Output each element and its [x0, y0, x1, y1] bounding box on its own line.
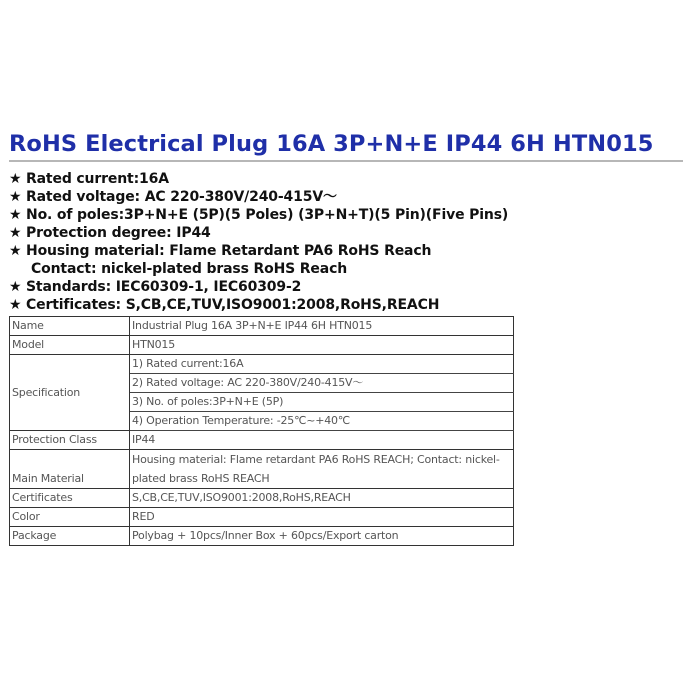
- row-value: Polybag + 10pcs/Inner Box + 60pcs/Export carton: [130, 527, 514, 546]
- table-row: [10, 317, 514, 336]
- row-value: Housing material: Flame retardant PA6 RoHS REACH; Contact: nickel-plated brass RoHS REACH: [130, 450, 514, 489]
- star-icon: ★: [9, 171, 22, 187]
- feature-text: Certificates: S,CB,CE,TUV,ISO9001:2008,RoHS,REACH: [26, 297, 440, 313]
- feature-list: [9, 170, 679, 314]
- table-row: [10, 508, 514, 527]
- row-label: Protection Class: [10, 431, 130, 450]
- title-divider: [9, 160, 683, 162]
- spec-item: 3) No. of poles:3P+N+E (5P): [130, 393, 514, 412]
- feature-protection-degree: [9, 224, 679, 242]
- table-row: [10, 355, 514, 374]
- feature-text: Protection degree: IP44: [26, 225, 211, 241]
- row-value: Industrial Plug 16A 3P+N+E IP44 6H HTN015: [130, 317, 514, 336]
- table-row: [10, 489, 514, 508]
- spec-item: 1) Rated current:16A: [130, 355, 514, 374]
- row-label: Specification: [10, 355, 130, 431]
- feature-text: Contact: nickel-plated brass RoHS Reach: [31, 261, 348, 277]
- feature-standards: [9, 278, 679, 296]
- feature-text: Housing material: Flame Retardant PA6 RoHS Reach: [26, 243, 432, 259]
- feature-poles: [9, 206, 679, 224]
- spec-item: 4) Operation Temperature: -25℃~+40℃: [130, 412, 514, 431]
- star-icon: ★: [9, 279, 22, 295]
- feature-rated-voltage: [9, 188, 679, 206]
- star-icon: ★: [9, 297, 22, 313]
- star-icon: ★: [9, 207, 22, 223]
- feature-text: Rated voltage: AC 220-380V/240-415V～: [26, 189, 337, 205]
- feature-contact-material: [9, 260, 679, 278]
- feature-rated-current: [9, 170, 679, 188]
- feature-housing-material: [9, 242, 679, 260]
- star-icon: ★: [9, 189, 22, 205]
- star-icon: ★: [9, 225, 22, 241]
- row-label: Main Material: [10, 450, 130, 489]
- spec-item: 2) Rated voltage: AC 220-380V/240-415V～: [130, 374, 514, 393]
- page-title: RoHS Electrical Plug 16A 3P+N+E IP44 6H HTN015: [9, 131, 654, 157]
- feature-certificates: [9, 296, 679, 314]
- feature-text: Rated current:16A: [26, 171, 169, 187]
- row-value: RED: [130, 508, 514, 527]
- row-label: Model: [10, 336, 130, 355]
- row-label: Certificates: [10, 489, 130, 508]
- row-value: IP44: [130, 431, 514, 450]
- row-label: Color: [10, 508, 130, 527]
- feature-text: No. of poles:3P+N+E (5P)(5 Poles) (3P+N+T)(5 Pin)(Five Pins): [26, 207, 509, 223]
- table-row: [10, 450, 514, 489]
- feature-text: Standards: IEC60309-1, IEC60309-2: [26, 279, 302, 295]
- row-label: Package: [10, 527, 130, 546]
- table-row: [10, 527, 514, 546]
- row-value: S,CB,CE,TUV,ISO9001:2008,RoHS,REACH: [130, 489, 514, 508]
- table-row: [10, 336, 514, 355]
- table-row: [10, 431, 514, 450]
- row-value: HTN015: [130, 336, 514, 355]
- spec-table: [9, 316, 514, 546]
- star-icon: ★: [9, 243, 22, 259]
- row-label: Name: [10, 317, 130, 336]
